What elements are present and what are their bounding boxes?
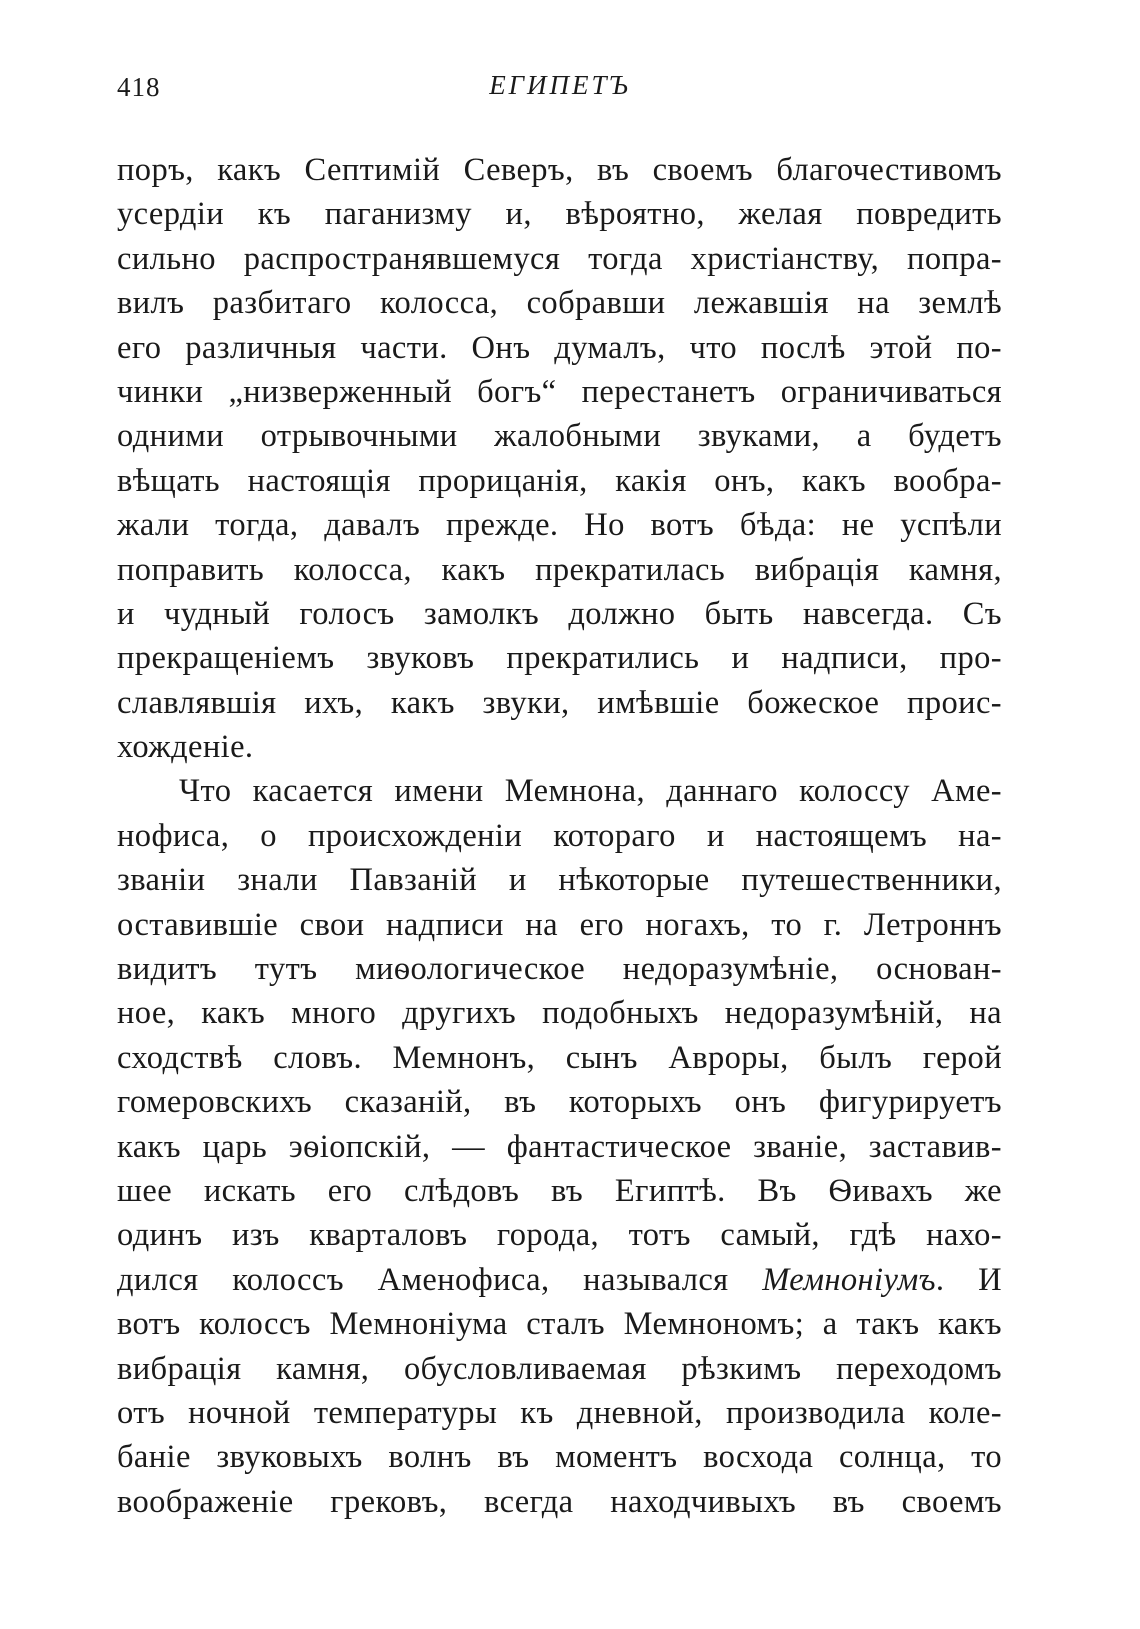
- running-title: ЕГИПЕТЪ: [489, 70, 631, 100]
- text-line: прекращеніемъ звуковъ прекратились и надписи, про-: [117, 640, 1002, 677]
- italic-term: Мемноніумъ: [762, 1261, 936, 1298]
- text-line: нофиса, о происхожденіи котораго и настоящемъ на-: [117, 817, 1002, 854]
- page-number: 418: [117, 72, 161, 102]
- body-text: [117, 148, 1002, 1524]
- text-line: одними отрывочными жалобными звуками, а будетъ: [117, 418, 1002, 455]
- text-line: ное, какъ много другихъ подобныхъ недоразумѣній, на: [117, 995, 1002, 1032]
- text-line: его различныя части. Онъ думалъ, что послѣ этой по-: [117, 329, 1002, 366]
- text-line: одинъ изъ кварталовъ города, тотъ самый, гдѣ нахо-: [117, 1217, 1002, 1254]
- text-line: вибрація камня, обусловливаемая рѣзкимъ переходомъ: [117, 1350, 1002, 1387]
- text-line: воображеніе грековъ, всегда находчивыхъ въ своемъ: [117, 1483, 1002, 1520]
- text-line: хожденіе.: [117, 729, 254, 766]
- text-line: и чудный голосъ замолкъ должно быть навсегда. Съ: [117, 595, 1002, 632]
- text-line: гомеровскихъ сказаній, въ которыхъ онъ фигурируетъ: [117, 1084, 1002, 1121]
- text-line: славлявшія ихъ, какъ звуки, имѣвшіе божеское проис-: [117, 684, 1002, 721]
- text-line: званіи знали Павзаній и нѣкоторые путешественники,: [117, 862, 1002, 899]
- text-line-with-italic: [117, 1258, 1002, 1302]
- line-text: дился колоссъ Аменофиса, назывался: [117, 1261, 729, 1298]
- text-line: чинки „низверженный богъ“ перестанетъ ограничиваться: [117, 373, 1002, 410]
- text-line: шее искать его слѣдовъ въ Египтѣ. Въ Ѳивахъ же: [117, 1172, 1002, 1209]
- text-line: вилъ разбитаго колосса, собравши лежавшія на землѣ: [117, 285, 1002, 322]
- text-line: сильно распространявшемуся тогда христіанству, попра-: [117, 240, 1002, 277]
- text-line: жали тогда, давалъ прежде. Но вотъ бѣда: не успѣли: [117, 507, 1002, 544]
- text-line: поправить колосса, какъ прекратилась вибрація камня,: [117, 551, 1002, 588]
- text-line: оставившіе свои надписи на его ногахъ, то г. Летроннъ: [117, 906, 1002, 943]
- paragraph-start-line: Что касается имени Мемнона, даннаго колоссу Аме-: [179, 773, 1002, 810]
- text-line: усердіи къ паганизму и, вѣроятно, желая повредить: [117, 196, 1002, 233]
- text-line: поръ, какъ Септимій Северъ, въ своемъ благочестивомъ: [117, 152, 1002, 188]
- text-line: какъ царь эѳіопскій, — фантастическое званіе, заставив-: [117, 1128, 1002, 1165]
- text-line: сходствѣ словъ. Мемнонъ, сынъ Авроры, былъ герой: [117, 1039, 1002, 1076]
- text-line: видитъ тутъ миѳологическое недоразумѣніе, основан-: [117, 951, 1002, 988]
- text-line: вѣщать настоящія прорицанія, какія онъ, какъ вообра-: [117, 462, 1002, 499]
- text-line: вотъ колоссъ Мемноніума сталъ Мемнономъ; а такъ какъ: [117, 1306, 1002, 1343]
- text-line: баніе звуковыхъ волнъ въ моментъ восхода солнца, то: [117, 1439, 1002, 1476]
- line-tail: . И: [935, 1261, 1002, 1298]
- text-line: отъ ночной температуры къ дневной, производила коле-: [117, 1394, 1002, 1431]
